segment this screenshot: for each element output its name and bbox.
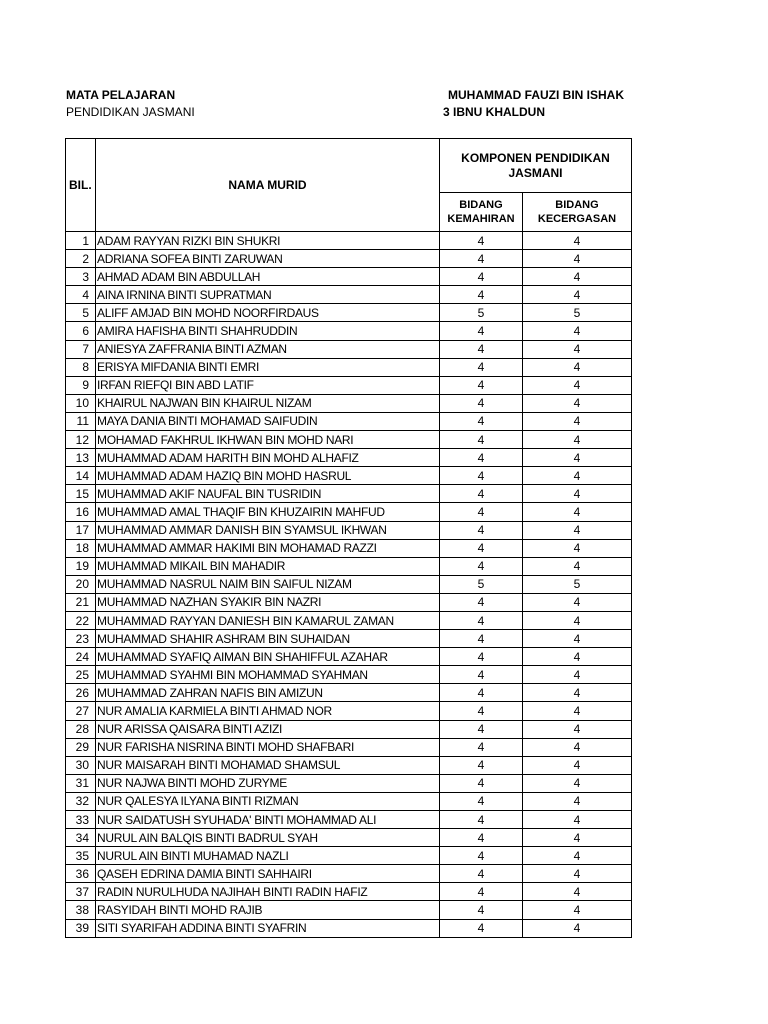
komponen-line1: KOMPONEN PENDIDIKAN [461, 150, 610, 165]
row-bil: 10 [66, 394, 96, 412]
row-kecergasan: 4 [523, 340, 632, 358]
row-kecergasan: 4 [523, 666, 632, 684]
row-kemahiran: 4 [440, 431, 523, 449]
row-kemahiran: 4 [440, 901, 523, 919]
row-name: MUHAMMAD ZAHRAN NAFIS BIN AMIZUN [96, 684, 440, 702]
row-kecergasan: 4 [523, 919, 632, 937]
row-name: ADAM RAYYAN RIZKI BIN SHUKRI [96, 232, 440, 250]
row-name: AINA IRNINA BINTI SUPRATMAN [96, 286, 440, 304]
table-row [66, 250, 632, 268]
row-name: MUHAMMAD SYAHMI BIN MOHAMMAD SYAHMAN [96, 666, 440, 684]
table-row [66, 919, 632, 937]
row-bil: 2 [66, 250, 96, 268]
row-kecergasan: 4 [523, 720, 632, 738]
row-kecergasan: 4 [523, 557, 632, 575]
row-kecergasan: 4 [523, 738, 632, 756]
row-kecergasan: 4 [523, 521, 632, 539]
row-bil: 32 [66, 792, 96, 810]
table-row [66, 666, 632, 684]
row-kecergasan: 4 [523, 503, 632, 521]
teacher-name: MUHAMMAD FAUZI BIN ISHAK [448, 88, 624, 102]
row-bil: 39 [66, 919, 96, 937]
row-kemahiran: 5 [440, 304, 523, 322]
row-name: MUHAMMAD RAYYAN DANIESH BIN KAMARUL ZAMAN [96, 611, 440, 629]
row-kemahiran: 4 [440, 557, 523, 575]
row-name: IRFAN RIEFQI BIN ABD LATIF [96, 376, 440, 394]
col-header-kecergasan [523, 193, 632, 232]
row-bil: 37 [66, 883, 96, 901]
row-name: RASYIDAH BINTI MOHD RAJIB [96, 901, 440, 919]
row-bil: 26 [66, 684, 96, 702]
row-kemahiran: 4 [440, 847, 523, 865]
row-kecergasan: 4 [523, 865, 632, 883]
row-kecergasan: 4 [523, 449, 632, 467]
row-bil: 29 [66, 738, 96, 756]
row-bil: 3 [66, 268, 96, 286]
row-bil: 27 [66, 702, 96, 720]
row-kemahiran: 4 [440, 340, 523, 358]
row-name: ERISYA MIFDANIA BINTI EMRI [96, 358, 440, 376]
table-row [66, 340, 632, 358]
row-bil: 23 [66, 630, 96, 648]
table-row [66, 376, 632, 394]
table-row [66, 684, 632, 702]
row-kecergasan: 4 [523, 268, 632, 286]
table-row [66, 829, 632, 847]
row-name: MUHAMMAD AMMAR HAKIMI BIN MOHAMAD RAZZI [96, 539, 440, 557]
row-kecergasan: 4 [523, 232, 632, 250]
row-name: MUHAMMAD SHAHIR ASHRAM BIN SUHAIDAN [96, 630, 440, 648]
table-row [66, 865, 632, 883]
row-kemahiran: 4 [440, 811, 523, 829]
row-kecergasan: 5 [523, 575, 632, 593]
row-kemahiran: 4 [440, 412, 523, 430]
row-kecergasan: 4 [523, 485, 632, 503]
row-name: MUHAMMAD ADAM HAZIQ BIN MOHD HASRUL [96, 467, 440, 485]
table-row [66, 232, 632, 250]
table-row [66, 268, 632, 286]
row-kecergasan: 4 [523, 539, 632, 557]
row-bil: 30 [66, 756, 96, 774]
row-kemahiran: 4 [440, 738, 523, 756]
row-kemahiran: 4 [440, 286, 523, 304]
row-name: AHMAD ADAM BIN ABDULLAH [96, 268, 440, 286]
row-name: MUHAMMAD AMAL THAQIF BIN KHUZAIRIN MAHFUD [96, 503, 440, 521]
row-kemahiran: 4 [440, 720, 523, 738]
row-kemahiran: 4 [440, 467, 523, 485]
table-row [66, 702, 632, 720]
row-bil: 17 [66, 521, 96, 539]
row-bil: 8 [66, 358, 96, 376]
row-name: AMIRA HAFISHA BINTI SHAHRUDDIN [96, 322, 440, 340]
row-kemahiran: 4 [440, 250, 523, 268]
row-kecergasan: 4 [523, 593, 632, 611]
row-name: MOHAMAD FAKHRUL IKHWAN BIN MOHD NARI [96, 431, 440, 449]
row-kemahiran: 4 [440, 829, 523, 847]
row-kemahiran: 4 [440, 792, 523, 810]
row-kecergasan: 4 [523, 376, 632, 394]
row-name: MUHAMMAD NASRUL NAIM BIN SAIFUL NIZAM [96, 575, 440, 593]
subject-value: PENDIDIKAN JASMANI [66, 105, 195, 119]
table-body [66, 232, 632, 938]
row-name: MUHAMMAD NAZHAN SYAKIR BIN NAZRI [96, 593, 440, 611]
col-header-komponen [440, 139, 632, 193]
row-kecergasan: 4 [523, 829, 632, 847]
row-kecergasan: 4 [523, 611, 632, 629]
student-grades-table [65, 138, 632, 938]
row-bil: 12 [66, 431, 96, 449]
row-bil: 33 [66, 811, 96, 829]
row-kemahiran: 4 [440, 611, 523, 629]
row-bil: 31 [66, 774, 96, 792]
table-row [66, 756, 632, 774]
table-row [66, 901, 632, 919]
row-name: NUR MAISARAH BINTI MOHAMAD SHAMSUL [96, 756, 440, 774]
table-row [66, 883, 632, 901]
row-kemahiran: 4 [440, 503, 523, 521]
row-name: NUR FARISHA NISRINA BINTI MOHD SHAFBARI [96, 738, 440, 756]
row-bil: 9 [66, 376, 96, 394]
row-bil: 28 [66, 720, 96, 738]
row-kemahiran: 4 [440, 449, 523, 467]
table-row [66, 575, 632, 593]
header-row [66, 139, 632, 193]
row-name: NURUL AIN BINTI MUHAMAD NAZLI [96, 847, 440, 865]
row-name: RADIN NURULHUDA NAJIHAH BINTI RADIN HAFIZ [96, 883, 440, 901]
row-name: MUHAMMAD ADAM HARITH BIN MOHD ALHAFIZ [96, 449, 440, 467]
kemahiran-line1: BIDANG [459, 199, 503, 211]
row-kemahiran: 4 [440, 756, 523, 774]
row-kemahiran: 4 [440, 919, 523, 937]
table-row [66, 322, 632, 340]
row-kecergasan: 4 [523, 322, 632, 340]
row-kemahiran: 4 [440, 702, 523, 720]
row-kecergasan: 4 [523, 702, 632, 720]
row-kemahiran: 4 [440, 883, 523, 901]
row-kecergasan: 4 [523, 412, 632, 430]
row-bil: 13 [66, 449, 96, 467]
row-kecergasan: 4 [523, 756, 632, 774]
row-bil: 24 [66, 648, 96, 666]
row-name: QASEH EDRINA DAMIA BINTI SAHHAIRI [96, 865, 440, 883]
row-name: NURUL AIN BALQIS BINTI BADRUL SYAH [96, 829, 440, 847]
row-kecergasan: 4 [523, 431, 632, 449]
row-kecergasan: 4 [523, 684, 632, 702]
row-name: MUHAMMAD SYAFIQ AIMAN BIN SHAHIFFUL AZAHAR [96, 648, 440, 666]
kecergasan-line2: KECERGASAN [537, 213, 617, 225]
table-row [66, 738, 632, 756]
table-row [66, 394, 632, 412]
row-kemahiran: 4 [440, 322, 523, 340]
row-bil: 18 [66, 539, 96, 557]
row-bil: 1 [66, 232, 96, 250]
row-name: ANIESYA ZAFFRANIA BINTI AZMAN [96, 340, 440, 358]
row-bil: 11 [66, 412, 96, 430]
table-row [66, 539, 632, 557]
table-row [66, 720, 632, 738]
row-name: ALIFF AMJAD BIN MOHD NOORFIRDAUS [96, 304, 440, 322]
row-bil: 19 [66, 557, 96, 575]
table-row [66, 557, 632, 575]
row-bil: 16 [66, 503, 96, 521]
subject-label: MATA PELAJARAN [66, 88, 176, 102]
row-kecergasan: 4 [523, 774, 632, 792]
row-bil: 35 [66, 847, 96, 865]
row-bil: 21 [66, 593, 96, 611]
kemahiran-line2: KEMAHIRAN [447, 213, 515, 225]
table-row [66, 485, 632, 503]
col-header-bil: BIL. [66, 139, 96, 232]
row-kecergasan: 4 [523, 648, 632, 666]
row-kemahiran: 4 [440, 394, 523, 412]
row-bil: 6 [66, 322, 96, 340]
row-name: NUR ARISSA QAISARA BINTI AZIZI [96, 720, 440, 738]
row-name: ADRIANA SOFEA BINTI ZARUWAN [96, 250, 440, 268]
table-row [66, 431, 632, 449]
row-kecergasan: 5 [523, 304, 632, 322]
row-kemahiran: 4 [440, 865, 523, 883]
table-row [66, 847, 632, 865]
row-kecergasan: 4 [523, 883, 632, 901]
row-kemahiran: 4 [440, 593, 523, 611]
row-name: SITI SYARIFAH ADDINA BINTI SYAFRIN [96, 919, 440, 937]
table-row [66, 648, 632, 666]
row-kemahiran: 4 [440, 232, 523, 250]
row-kemahiran: 4 [440, 268, 523, 286]
row-name: MUHAMMAD AMMAR DANISH BIN SYAMSUL IKHWAN [96, 521, 440, 539]
table-row [66, 811, 632, 829]
row-kemahiran: 4 [440, 648, 523, 666]
table-row [66, 467, 632, 485]
row-kecergasan: 4 [523, 901, 632, 919]
row-kemahiran: 4 [440, 539, 523, 557]
row-kemahiran: 4 [440, 666, 523, 684]
row-kecergasan: 4 [523, 811, 632, 829]
row-kemahiran: 5 [440, 575, 523, 593]
row-bil: 38 [66, 901, 96, 919]
row-kecergasan: 4 [523, 394, 632, 412]
table-row [66, 286, 632, 304]
row-name: MAYA DANIA BINTI MOHAMAD SAIFUDIN [96, 412, 440, 430]
table-row [66, 630, 632, 648]
row-bil: 25 [66, 666, 96, 684]
row-kemahiran: 4 [440, 774, 523, 792]
row-bil: 34 [66, 829, 96, 847]
row-kecergasan: 4 [523, 847, 632, 865]
row-bil: 7 [66, 340, 96, 358]
kecergasan-line1: BIDANG [555, 199, 599, 211]
table-row [66, 774, 632, 792]
row-kecergasan: 4 [523, 467, 632, 485]
row-name: KHAIRUL NAJWAN BIN KHAIRUL NIZAM [96, 394, 440, 412]
row-kemahiran: 4 [440, 358, 523, 376]
table-row [66, 521, 632, 539]
col-header-name: NAMA MURID [96, 139, 440, 232]
row-bil: 36 [66, 865, 96, 883]
row-name: MUHAMMAD AKIF NAUFAL BIN TUSRIDIN [96, 485, 440, 503]
class-name: 3 IBNU KHALDUN [443, 105, 545, 119]
row-bil: 5 [66, 304, 96, 322]
row-name: NUR SAIDATUSH SYUHADA' BINTI MOHAMMAD ALI [96, 811, 440, 829]
table-row [66, 304, 632, 322]
table-row [66, 412, 632, 430]
row-kecergasan: 4 [523, 286, 632, 304]
table-row [66, 792, 632, 810]
komponen-line2: JASMANI [508, 165, 563, 180]
row-name: MUHAMMAD MIKAIL BIN MAHADIR [96, 557, 440, 575]
row-kecergasan: 4 [523, 358, 632, 376]
row-bil: 14 [66, 467, 96, 485]
row-name: NUR AMALIA KARMIELA BINTI AHMAD NOR [96, 702, 440, 720]
row-kecergasan: 4 [523, 630, 632, 648]
row-name: NUR NAJWA BINTI MOHD ZURYME [96, 774, 440, 792]
table-row [66, 611, 632, 629]
row-kemahiran: 4 [440, 630, 523, 648]
row-kecergasan: 4 [523, 792, 632, 810]
row-bil: 22 [66, 611, 96, 629]
row-bil: 20 [66, 575, 96, 593]
table-row [66, 449, 632, 467]
row-kemahiran: 4 [440, 485, 523, 503]
row-kemahiran: 4 [440, 684, 523, 702]
row-kecergasan: 4 [523, 250, 632, 268]
table-row [66, 358, 632, 376]
row-kemahiran: 4 [440, 376, 523, 394]
row-bil: 4 [66, 286, 96, 304]
row-bil: 15 [66, 485, 96, 503]
col-header-kemahiran [440, 193, 523, 232]
table-row [66, 593, 632, 611]
row-kemahiran: 4 [440, 521, 523, 539]
table-row [66, 503, 632, 521]
row-name: NUR QALESYA ILYANA BINTI RIZMAN [96, 792, 440, 810]
